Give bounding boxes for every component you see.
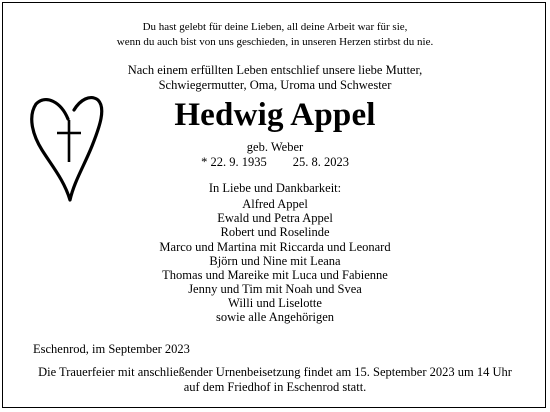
mourner-name: Ewald und Petra Appel xyxy=(217,211,333,225)
death-date: 25. 8. 2023 xyxy=(292,155,349,169)
funeral-line-2: auf dem Friedhof in Eschenrod statt. xyxy=(183,380,367,394)
mourner-name: Marco und Martina mit Riccarda und Leonard xyxy=(159,240,391,254)
intro-line-2: Schwiegermutter, Oma, Uroma und Schwester xyxy=(158,78,392,92)
birth-date: * 22. 9. 1935 xyxy=(201,155,267,169)
mourner-name: Alfred Appel xyxy=(242,197,308,211)
mourner-name: Willi und Liselotte xyxy=(228,296,322,310)
mourner-name: Robert und Roselinde xyxy=(220,225,330,239)
mourner-name: sowie alle Angehörigen xyxy=(215,310,335,324)
intro-line-1: Nach einem erfüllten Leben entschlief unsere liebe Mutter, xyxy=(127,63,423,77)
poem-line-1: Du hast gelebt für deine Lieben, all deine Arbeit war für sie, xyxy=(142,21,408,33)
mourner-name: Jenny und Tim mit Noah und Svea xyxy=(188,282,362,296)
deceased-name: Hedwig Appel xyxy=(174,97,376,133)
mourner-name: Björn und Nine mit Leana xyxy=(209,254,341,268)
mourners-heading: In Liebe und Dankbarkeit: xyxy=(208,181,342,195)
mourner-name: Thomas und Mareike mit Luca und Fabienne xyxy=(162,268,388,282)
funeral-line-1: Die Trauerfeier mit anschließender Urnenbeisetzung findet am 15. September 2023 um 14 Uhr xyxy=(38,365,512,379)
poem-line-2: wenn du auch bist von uns geschieden, in unseren Herzen stirbst du nie. xyxy=(116,36,434,48)
birth-name: geb. Weber xyxy=(246,140,304,154)
place-and-date: Eschenrod, im September 2023 xyxy=(33,342,190,356)
